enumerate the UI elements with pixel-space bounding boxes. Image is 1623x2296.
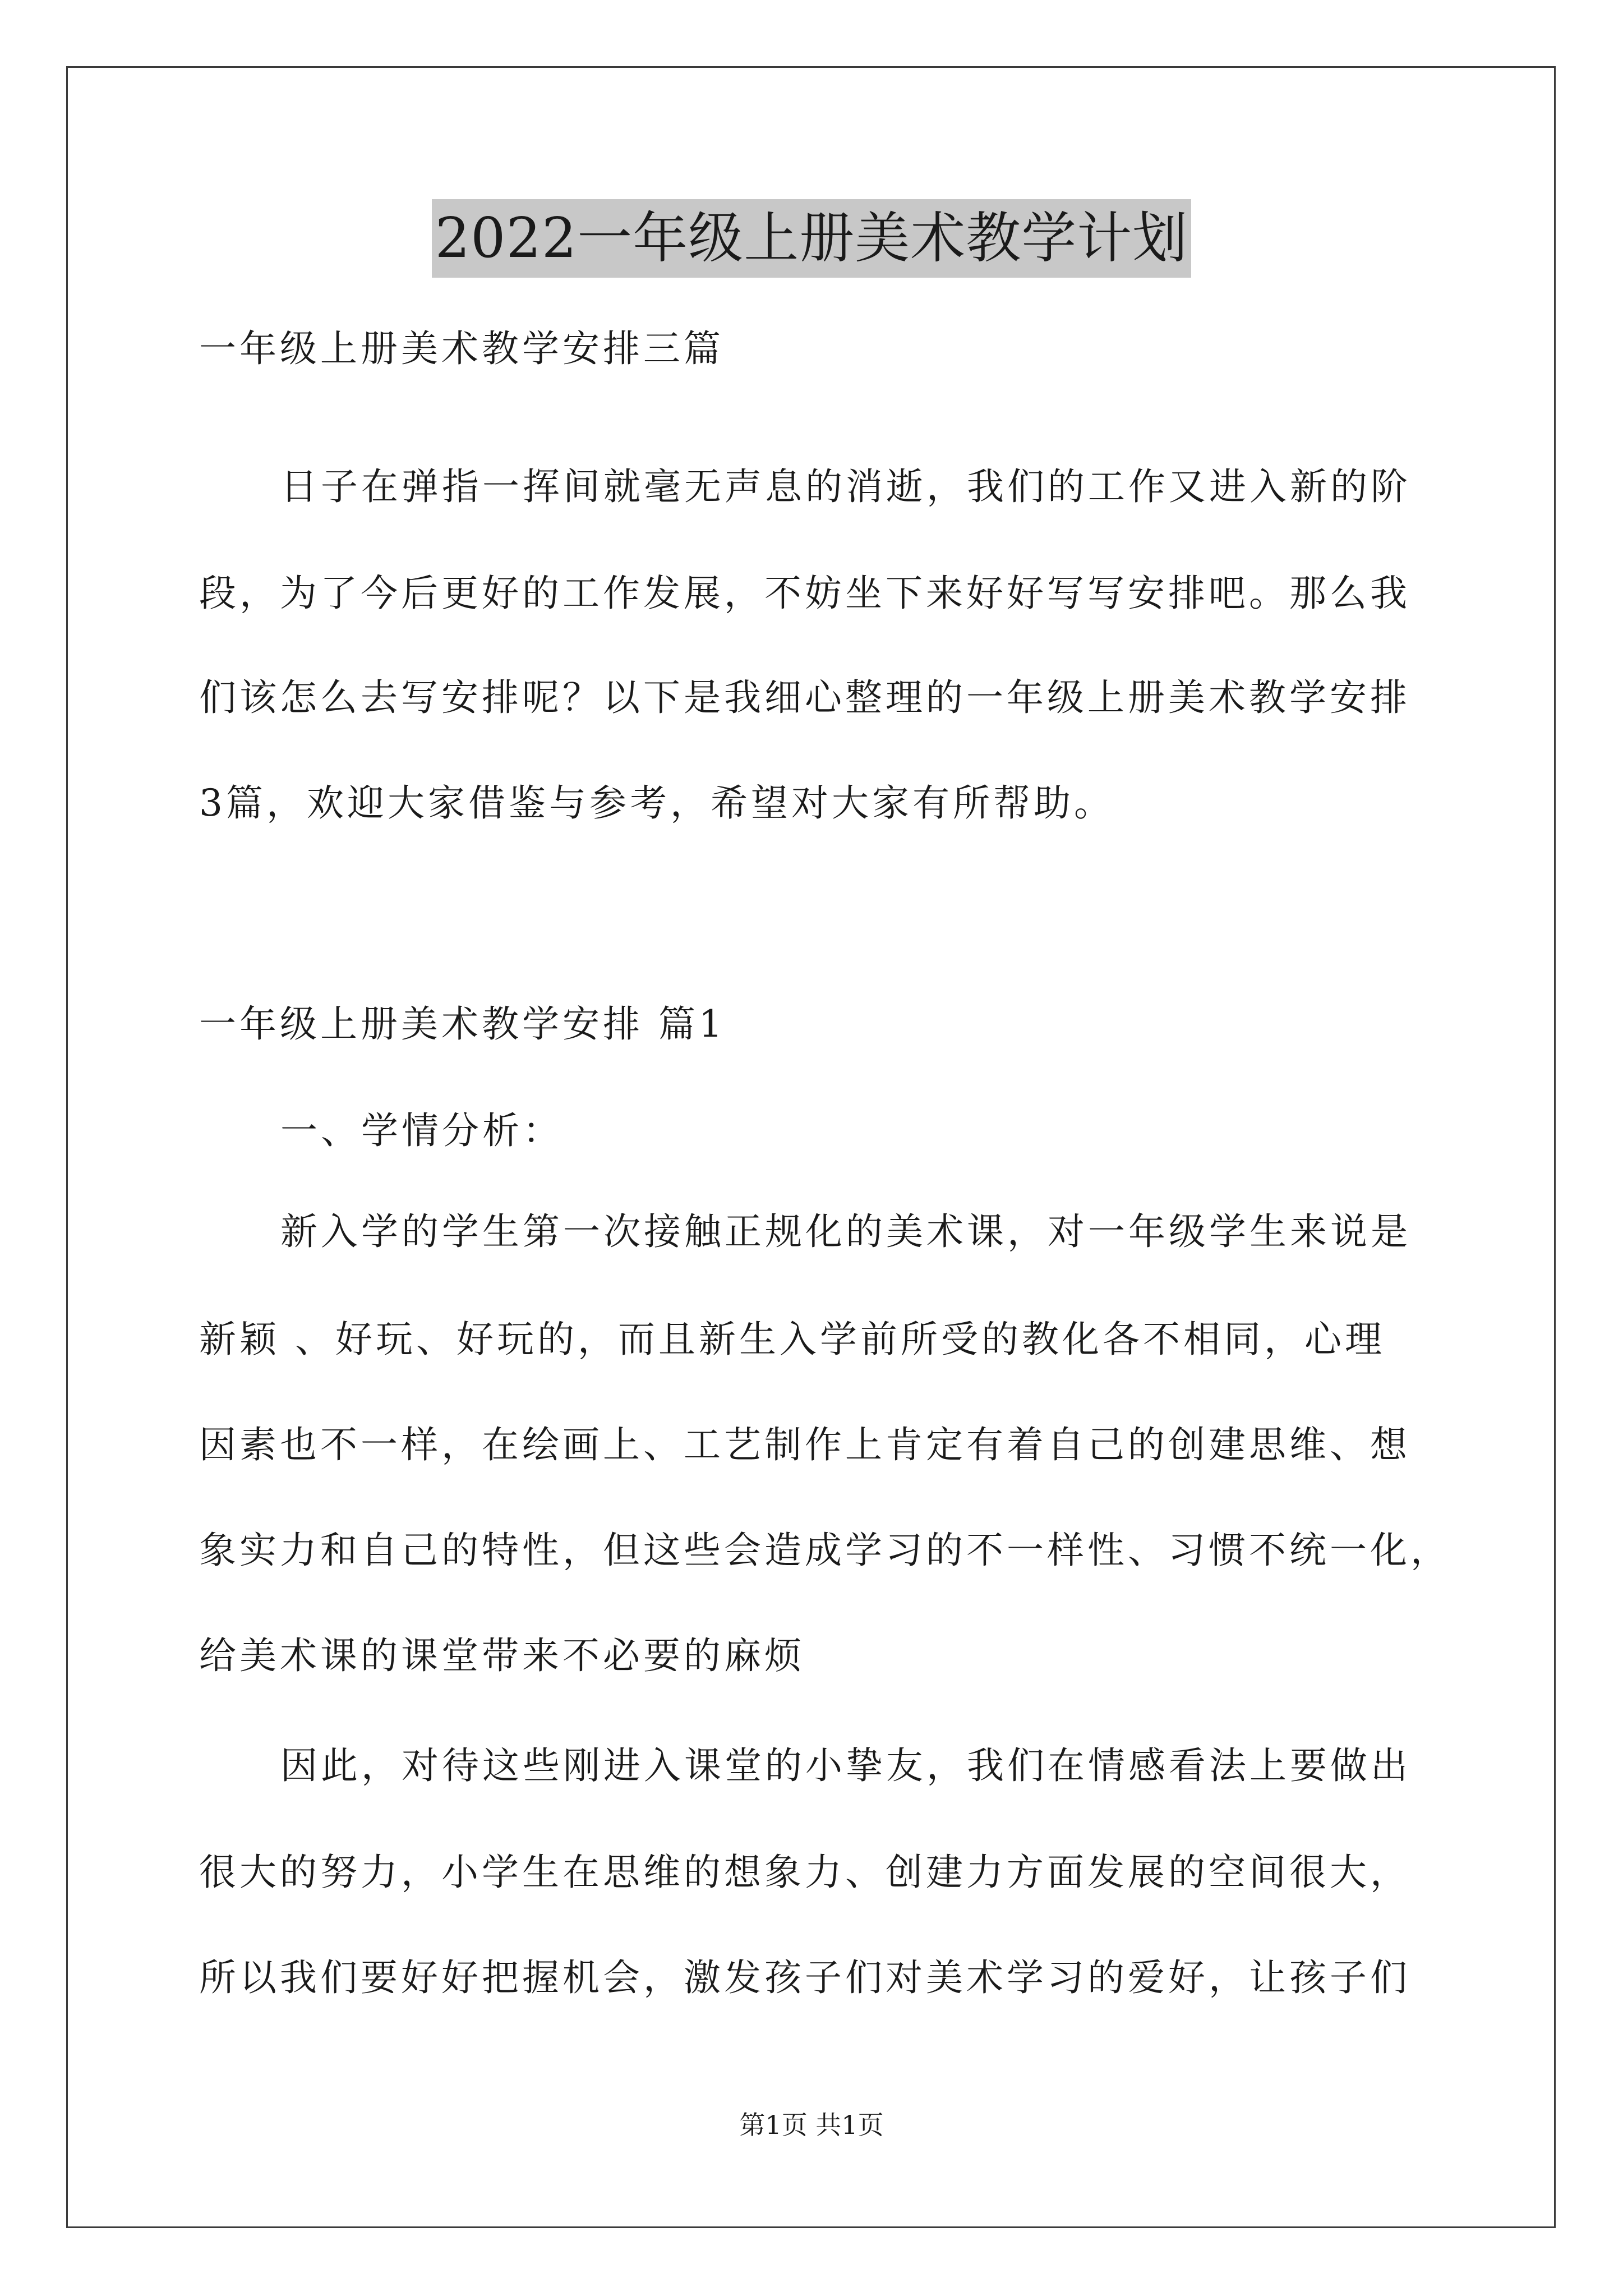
page-footer: 第1页 共1页 (739, 2110, 884, 2140)
paragraph-line: 因此，对待这些刚进入课堂的小挚友，我们在情感看法上要做出 (280, 1744, 1411, 1787)
paragraph-line: 给美术课的课堂带来不必要的麻烦 (199, 1634, 805, 1677)
paragraph-line: 新入学的学生第一次接触正规化的美术课，对一年级学生来说是 (280, 1210, 1411, 1253)
paragraph-line: 3篇，欢迎大家借鉴与参考，希望对大家有所帮助。 (199, 781, 1114, 825)
paragraph-line: 因素也不一样，在绘画上、工艺制作上肯定有着自己的创建思维、想 (199, 1423, 1410, 1466)
paragraph-line: 日子在弹指一挥间就毫无声息的消逝，我们的工作又进入新的阶 (280, 465, 1411, 508)
paragraph-line: 所以我们要好好把握机会，激发孩子们对美术学习的爱好，让孩子们 (199, 1956, 1410, 1999)
document-subtitle: 一年级上册美术教学安排三篇 (199, 327, 724, 370)
paragraph-line: 段，为了今后更好的工作发展，不妨坐下来好好写写安排吧。那么我 (199, 572, 1410, 615)
paragraph-line: 们该怎么去写安排呢？以下是我细心整理的一年级上册美术教学安排 (199, 676, 1410, 719)
document-title-text: 2022一年级上册美术教学计划 (432, 199, 1191, 278)
paragraph-line: 新颖 、好玩、好玩的，而且新生入学前所受的教化各不相同，心理 (199, 1318, 1385, 1361)
paragraph-line: 很大的努力，小学生在思维的想象力、创建力方面发展的空间很大， (199, 1851, 1410, 1894)
section-heading: 一年级上册美术教学安排 篇1 (199, 1002, 726, 1046)
paragraph-line: 象实力和自己的特性，但这些会造成学习的不一样性、习惯不统一化， (199, 1529, 1451, 1572)
subsection-heading: 一、学情分析： (280, 1109, 563, 1152)
document-title (0, 199, 1623, 278)
